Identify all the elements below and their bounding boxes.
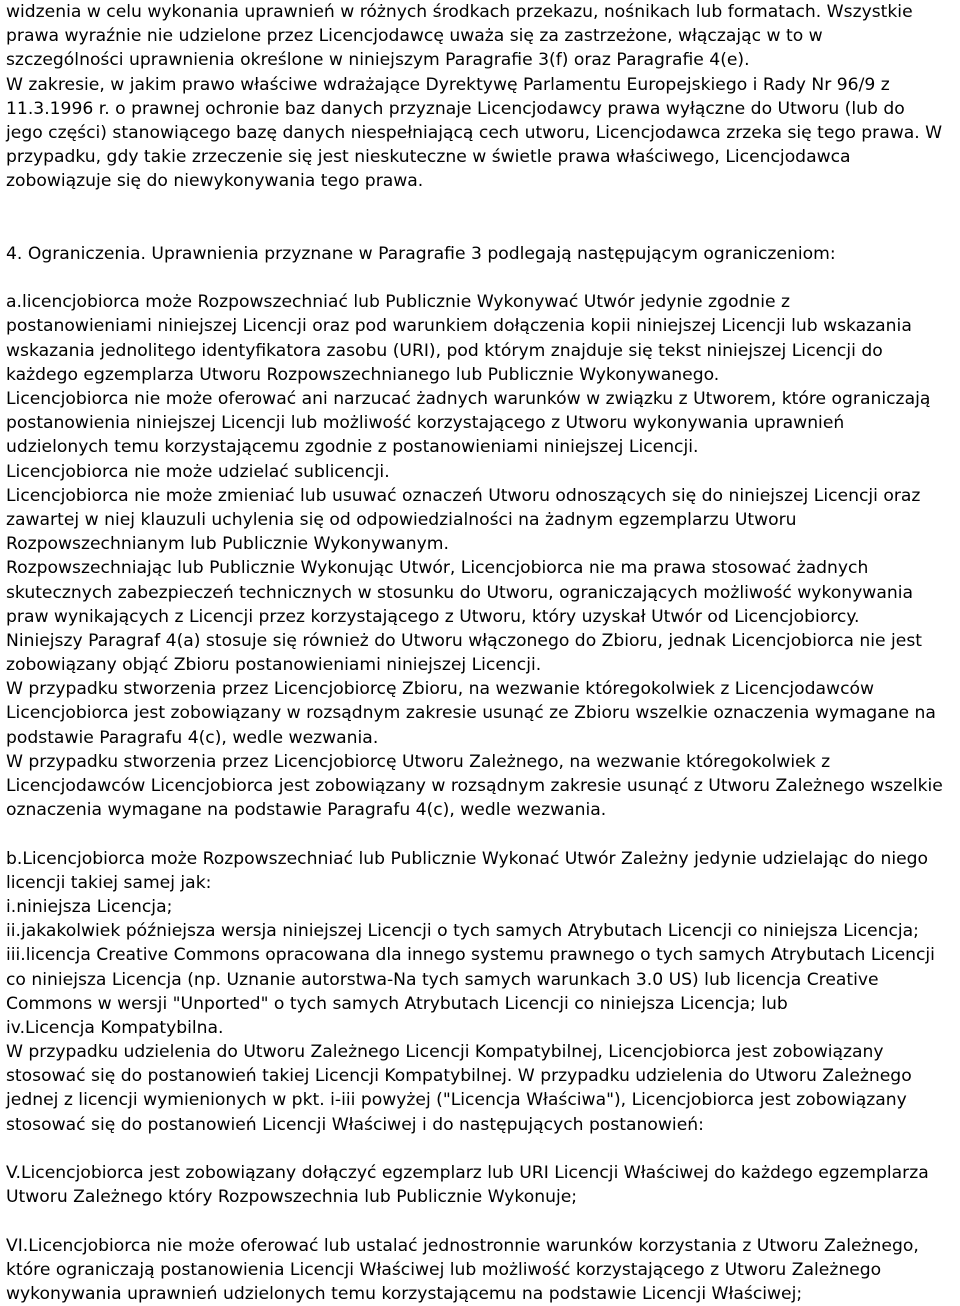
text-line: prawa wyraźnie nie udzielone przez Licencjodawcę uważa się za zastrzeżone, włączając w to w [6, 26, 823, 47]
text-line: Rozpowszechniając lub Publicznie Wykonując Utwór, Licencjobiorca nie ma prawa stosować żadnych [6, 558, 869, 579]
text-line: Utworu Zależnego który Rozpowszechnia lub Publicznie Wykonuje; [6, 1187, 578, 1208]
text-line: widzenia w celu wykonania uprawnień w różnych środkach przekazu, nośnikach lub formatach. Wszystkie [6, 2, 913, 22]
text-line: wykonywania uprawnień udzielonych temu korzystającemu na podstawie Licencji Właściwej; [6, 1283, 803, 1304]
paragraph-rights-reserved [6, 0, 956, 194]
text-line: iii.licencja Creative Commons opracowana dla innego systemu prawnego o tych samych Atrybutach Licencji [6, 945, 935, 966]
document-page [6, 0, 956, 1306]
text-line: które ograniczają postanowienia Licencji Właściwej lub możliwość korzystającego z Utworu Zależnego [6, 1259, 882, 1280]
spacer [6, 1209, 956, 1233]
text-line: zawartej w niej klauzuli uchylenia się od odpowiedzialności na żadnym egzemplarzu Utworu [6, 509, 797, 530]
text-line: jednej z licencji wymienionych w pkt. i-iii powyżej ("Licencja Właściwa"), Licencjobiorca jest zobowiązany [6, 1090, 907, 1111]
text-line: Licencjobiorca nie może udzielać sublicencji. [6, 461, 390, 482]
text-line: ii.jakakolwiek późniejsza wersja niniejszej Licencji o tych samych Atrybutach Licencji co niniejsza Licencja; [6, 921, 919, 942]
text-line: W przypadku udzielenia do Utworu Zależnego Licencji Kompatybilnej, Licencjobiorca jest zobowiązany [6, 1042, 884, 1063]
spacer [6, 822, 956, 846]
text-line: Licencjobiorca jest zobowiązany w rozsądnym zakresie usunąć ze Zbioru wszelkie oznaczenia wymagane na [6, 703, 936, 724]
text-line: Licencjodawców Licencjobiorca jest zobowiązany w rozsądnym zakresie usunąć z Utworu Zależnego wszelkie [6, 776, 943, 796]
text-line: przypadku, gdy takie zrzeczenie się jest nieskuteczne w świetle prawa właściwego, Licencjodawca [6, 147, 851, 168]
text-line: stosować się do postanowień takiej Licencji Kompatybilnej. W przypadku udzielenia do Utworu Zależnego [6, 1066, 912, 1087]
paragraph-point-v [6, 1161, 956, 1209]
text-line: W zakresie, w jakim prawo właściwe wdrażające Dyrektywę Parlamentu Europejskiego i Rady Nr 96/9 z [6, 74, 890, 95]
text-line: Licencjobiorca nie może zmieniać lub usuwać oznaczeń Utworu odnoszących się do niniejszej Licencji oraz [6, 485, 921, 506]
text-line: szczególności uprawnienia określone w niniejszym Paragrafie 3(f) oraz Paragrafie 4(e). [6, 50, 750, 71]
text-line: licencji takiej samej jak: [6, 872, 212, 893]
text-line: oznaczenia wymagane na podstawie Paragrafu 4(c), wedle wezwania. [6, 800, 607, 821]
paragraph-restriction-b [6, 847, 956, 1137]
text-line: udzielonych temu korzystającemu zgodnie z postanowieniami niniejszej Licencji. [6, 437, 699, 458]
paragraph-restriction-a [6, 290, 956, 822]
text-line: Commons w wersji "Unported" o tych samych Atrybutach Licencji co niniejsza Licencja; lub [6, 993, 788, 1014]
text-line: wskazania jednolitego identyfikatora zasobu (URI), pod którym znajduje się tekst niniejszej Licencji do [6, 340, 883, 361]
text-line: stosować się do postanowień Licencji Właściwej i do następujących postanowień: [6, 1114, 704, 1135]
paragraph-point-vi [6, 1234, 956, 1306]
text-line: jego części) stanowiącego bazę danych niespełniającą cech utworu, Licencjodawca zrzeka się tego prawa. W [6, 122, 943, 143]
text-line: W przypadku stworzenia przez Licencjobiorcę Zbioru, na wezwanie któregokolwiek z Licencjodawców [6, 679, 875, 700]
text-line: postanowienia niniejszej Licencji lub możliwość korzystającego z Utworu wykonywania uprawnień [6, 413, 845, 434]
text-line: i.niniejsza Licencja; [6, 896, 173, 917]
spacer [6, 1137, 956, 1161]
section-heading-restrictions [6, 242, 956, 266]
text-line: VI.Licencjobiorca nie może oferować lub ustalać jednostronnie warunków korzystania z Utworu Zależnego, [6, 1235, 919, 1256]
spacer [6, 266, 956, 290]
text-line: podstawie Paragrafu 4(c), wedle wezwania. [6, 727, 379, 748]
text-line: 11.3.1996 r. o prawnej ochronie baz danych przyznaje Licencjodawcy prawa wyłączne do Utworu (lub do [6, 98, 905, 119]
text-line: co niniejsza Licencja (np. Uznanie autorstwa-Na tych samych warunkach 3.0 US) lub licencja Creative [6, 969, 879, 990]
section-heading: 4. Ograniczenia. Uprawnienia przyznane w Paragrafie 3 podlegają następującym ograniczeniom: [6, 243, 836, 264]
text-line: V.Licencjobiorca jest zobowiązany dołączyć egzemplarz lub URI Licencji Właściwej do każdego egzemplarza [6, 1163, 929, 1183]
text-line: postanowieniami niniejszej Licencji oraz pod warunkiem dołączenia kopii niniejszej Licencji lub wskazania [6, 316, 912, 337]
text-line: każdego egzemplarza Utworu Rozpowszechnianego lub Publicznie Wykonywanego. [6, 364, 720, 385]
text-line: Rozpowszechnianym lub Publicznie Wykonywanym. [6, 534, 449, 555]
text-line: Licencjobiorca nie może oferować ani narzucać żadnych warunków w związku z Utworem, które ograniczają [6, 389, 931, 409]
text-line: iv.Licencja Kompatybilna. [6, 1017, 224, 1038]
text-line: zobowiązuje się do niewykonywania tego prawa. [6, 171, 424, 192]
text-line: W przypadku stworzenia przez Licencjobiorcę Utworu Zależnego, na wezwanie któregokolwiek z [6, 751, 831, 772]
text-line: a.licencjobiorca może Rozpowszechniać lub Publicznie Wykonywać Utwór jedynie zgodnie z [6, 292, 790, 313]
text-line: praw wynikających z Licencji przez korzystającego z Utworu, który uzyskał Utwór od Licencjobiorcy. [6, 606, 860, 627]
spacer [6, 218, 956, 242]
spacer [6, 194, 956, 218]
text-line: zobowiązany objąć Zbioru postanowieniami niniejszej Licencji. [6, 655, 542, 676]
text-line: Niniejszy Paragraf 4(a) stosuje się również do Utworu włączonego do Zbioru, jednak Licencjobiorca nie jest [6, 630, 923, 651]
text-line: b.Licencjobiorca może Rozpowszechniać lub Publicznie Wykonać Utwór Zależny jedynie udzielając do niego [6, 848, 929, 869]
text-line: skutecznych zabezpieczeń technicznych w stosunku do Utworu, ograniczających możliwość wykonywania [6, 582, 913, 603]
